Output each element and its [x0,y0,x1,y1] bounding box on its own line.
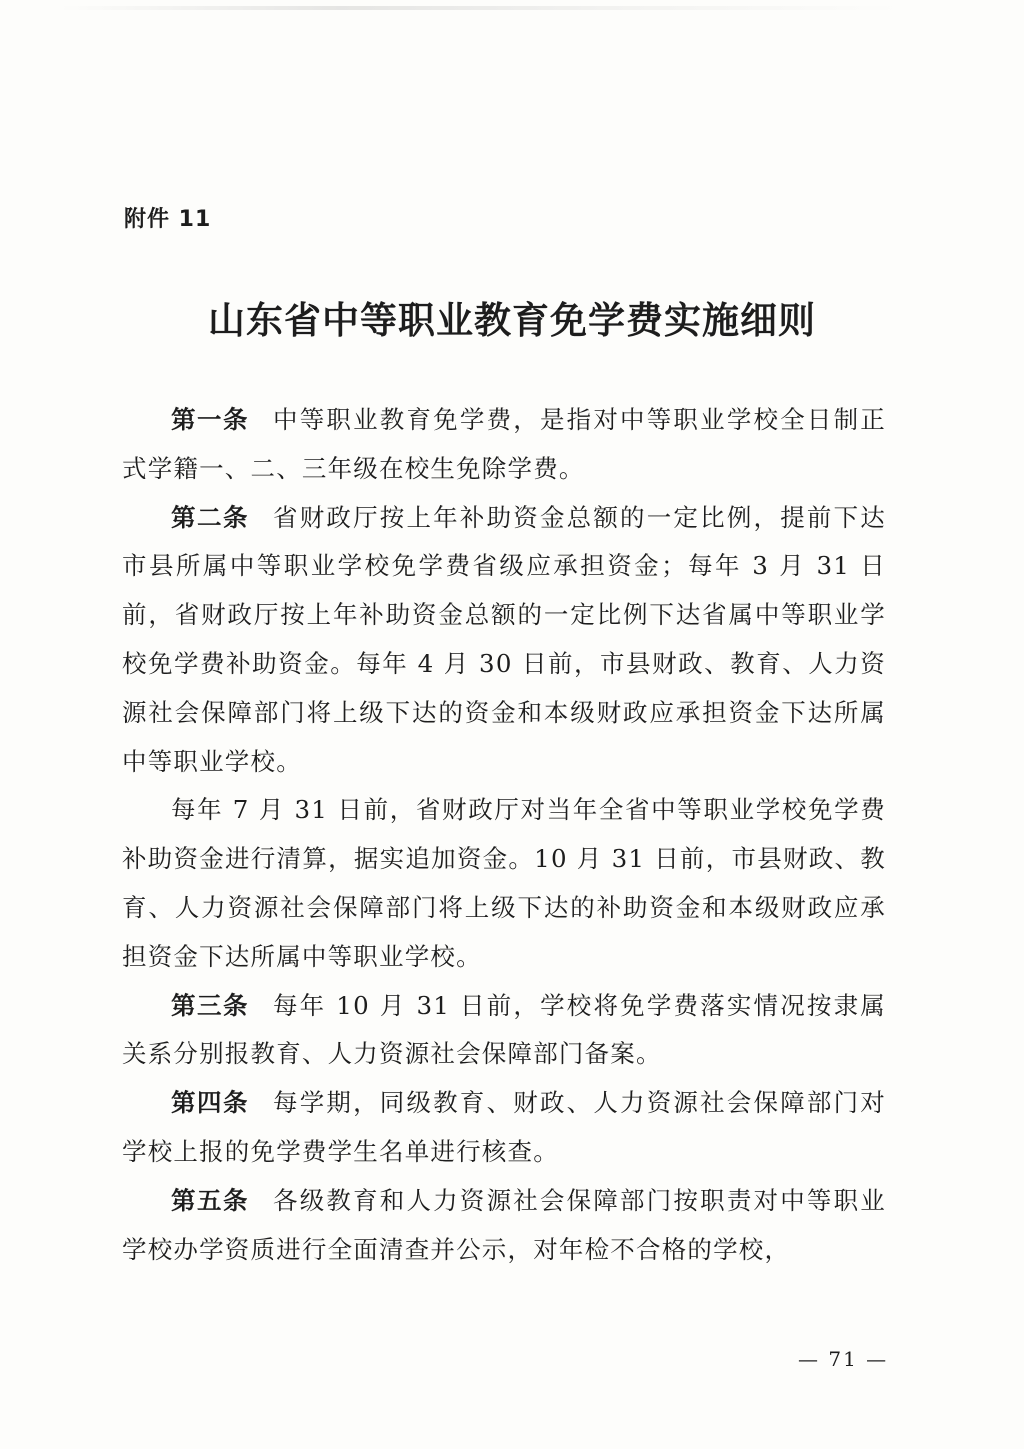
article-text: 每年 7 月 31 日前，省财政厅对当年全省中等职业学校免学费补助资金进行清算，据实追加资金。10 月 31 日前，市县财政、教育、人力资源社会保障部门将上级下达的补助资金和本级财政应承担资金下达所属中等职业学校。 [122,795,886,971]
article-heading: 第二条 [171,502,249,532]
article-text: 每年 10 月 31 日前，学校将免学费落实情况按隶属关系分别报教育、人力资源社会保障部门备案。 [122,990,886,1069]
document-title: 山东省中等职业教育免学费实施细则 [208,298,816,342]
article-1 [122,396,886,494]
article-heading: 第一条 [171,405,249,434]
article-2 [122,494,886,787]
article-text: 中等职业教育免学费，是指对中等职业学校全日制正式学籍一、二、三年级在校生免除学费。 [122,405,887,483]
article-4 [122,1079,886,1177]
article-heading: 第三条 [171,990,249,1020]
document-body [122,396,886,1274]
article-5 [122,1177,886,1275]
article-text: 省财政厅按上年补助资金总额的一定比例，提前下达市县所属中等职业学校免学费省级应承担资金；每年 3 月 31 日前，省财政厅按上年补助资金总额的一定比例下达省属中等职业学校免学费补助资金。每年 4 月 30 日前，市县财政、教育、人力资源社会保障部门将上级下达的资金和本级财政应承担资金下达所属中等职业学校。 [122,502,887,776]
article-text: 每学期，同级教育、财政、人力资源社会保障部门对学校上报的免学费学生名单进行核查。 [122,1088,887,1166]
scan-top-edge [60,6,900,10]
attachment-label: 附件 11 [124,207,212,232]
article-3 [122,982,886,1080]
article-heading: 第五条 [171,1185,249,1215]
article-text: 各级教育和人力资源社会保障部门按职责对中等职业学校办学资质进行全面清查并公示，对年检不合格的学校， [122,1185,887,1264]
article-heading: 第四条 [171,1088,249,1118]
page-number: — 71 — [798,1347,889,1371]
article-2-continued [122,786,886,981]
